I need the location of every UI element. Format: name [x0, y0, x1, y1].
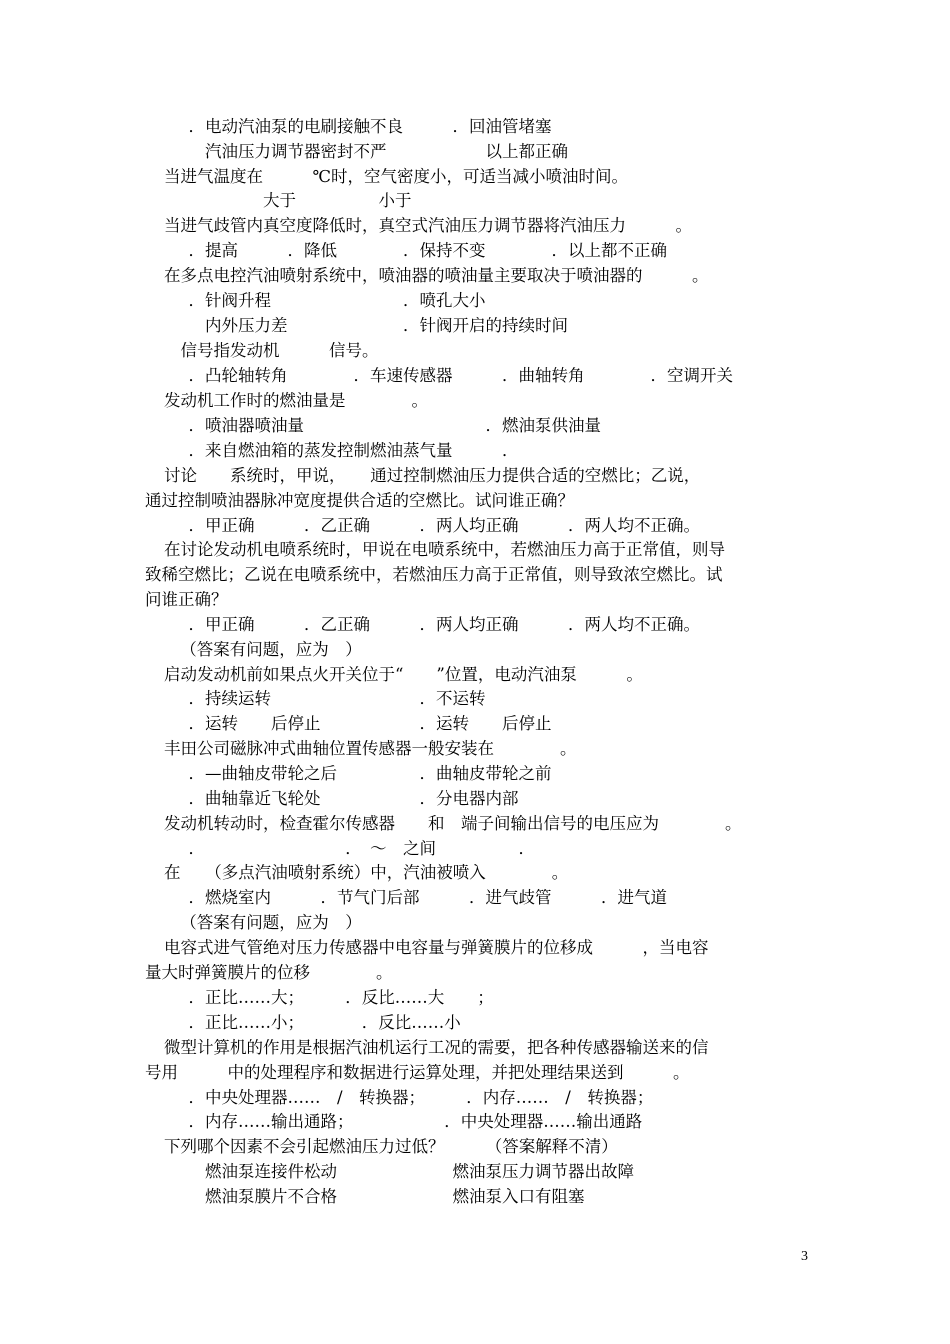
text-line: ．曲轴靠近飞轮处 ．分电器内部 [172, 789, 519, 808]
text-line: 内外压力差 ．针阀开启的持续时间 [172, 316, 568, 335]
text-line: 发动机工作时的燃油量是 。 [164, 391, 428, 410]
text-line: （答案有问题，应为 ） [172, 640, 362, 659]
text-line: ．正比……小； ．反比……小 [172, 1013, 461, 1032]
text-line: ．电动汽油泵的电刷接触不良 ．回油管堵塞 [172, 117, 552, 136]
text-line: 信号指发动机 信号。 [164, 341, 379, 360]
text-line: ．正比……大； ．反比……大 ； [172, 988, 494, 1007]
text-line: ．来自燃油箱的蒸发控制燃油蒸气量 ． [172, 441, 519, 460]
text-line: 大于 小于 [164, 191, 412, 210]
text-line: 汽油压力调节器密封不严 以上都正确 [172, 142, 568, 161]
text-line: ．提高 ．降低 ．保持不变 ．以上都不正确 [172, 241, 667, 260]
text-line: 启动发动机前如果点火开关位于“ ”位置，电动汽油泵 。 [164, 665, 643, 684]
text-line: 讨论 系统时，甲说， 通过控制燃油压力提供合适的空燃比；乙说， [164, 466, 701, 485]
text-line: 通过控制喷油器脉冲宽度提供合适的空燃比。试问谁正确？ [145, 491, 574, 510]
text-line: ．甲正确 ．乙正确 ．两人均正确 ．两人均不正确。 [172, 615, 700, 634]
text-line: ．针阀升程 ．喷孔大小 [172, 291, 486, 310]
text-line: 号用 中的处理程序和数据进行运算处理，并把处理结果送到 。 [145, 1063, 690, 1082]
page-number: 3 [801, 1249, 808, 1264]
text-line: 当进气温度在 ℃时，空气密度小，可适当减小喷油时间。 [164, 167, 628, 186]
text-line: ．燃烧室内 ．节气门后部 ．进气歧管 ．进气道 [172, 888, 667, 907]
text-line: ． ． ～ 之间 ． [172, 839, 535, 858]
text-line: 燃油泵连接件松动 燃油泵压力调节器出故障 [172, 1162, 634, 1181]
text-line: ．喷油器喷油量 ．燃油泵供油量 [172, 416, 601, 435]
text-line: 致稀空燃比；乙说在电喷系统中，若燃油压力高于正常值，则导致浓空燃比。试 [145, 565, 723, 584]
text-line: ．运转 后停止 ．运转 后停止 [172, 714, 552, 733]
text-line: 当进气歧管内真空度降低时，真空式汽油压力调节器将汽油压力 。 [164, 216, 692, 235]
text-line: 在讨论发动机电喷系统时，甲说在电喷系统中，若燃油压力高于正常值，则导 [164, 540, 725, 559]
text-line: ．持续运转 ．不运转 [172, 689, 486, 708]
text-line: ．中央处理器…… / 转换器； ．内存…… / 转换器； [172, 1088, 654, 1107]
text-line: 电容式进气管绝对压力传感器中电容量与弹簧膜片的位移成 ，当电容 [164, 938, 709, 957]
text-line: ．凸轮轴转角 ．车速传感器 ．曲轴转角 ．空调开关 [172, 366, 733, 385]
text-line: 问谁正确？ [145, 590, 228, 609]
text-line: 发动机转动时，检查霍尔传感器 和 端子间输出信号的电压应为 。 [164, 814, 742, 833]
text-line: 丰田公司磁脉冲式曲轴位置传感器一般安装在 。 [164, 739, 577, 758]
text-line: 下列哪个因素不会引起燃油压力过低？ （答案解释不清） [164, 1137, 618, 1156]
text-line: 量大时弹簧膜片的位移 。 [145, 963, 393, 982]
text-line: 在多点电控汽油喷射系统中，喷油器的喷油量主要取决于喷油器的 。 [164, 266, 709, 285]
text-line: ．—曲轴皮带轮之后 ．曲轴皮带轮之前 [172, 764, 552, 783]
text-line: （答案有问题，应为 ） [172, 913, 362, 932]
text-line: 在 （多点汽油喷射系统）中，汽油被喷入 。 [164, 863, 569, 882]
text-line: 微型计算机的作用是根据汽油机运行工况的需要，把各种传感器输送来的信 [164, 1038, 709, 1057]
text-line: ．内存……输出通路； ．中央处理器……输出通路 [172, 1112, 643, 1131]
text-line: 燃油泵膜片不合格 燃油泵入口有阻塞 [172, 1187, 585, 1206]
text-line: ．甲正确 ．乙正确 ．两人均正确 ．两人均不正确。 [172, 516, 700, 535]
